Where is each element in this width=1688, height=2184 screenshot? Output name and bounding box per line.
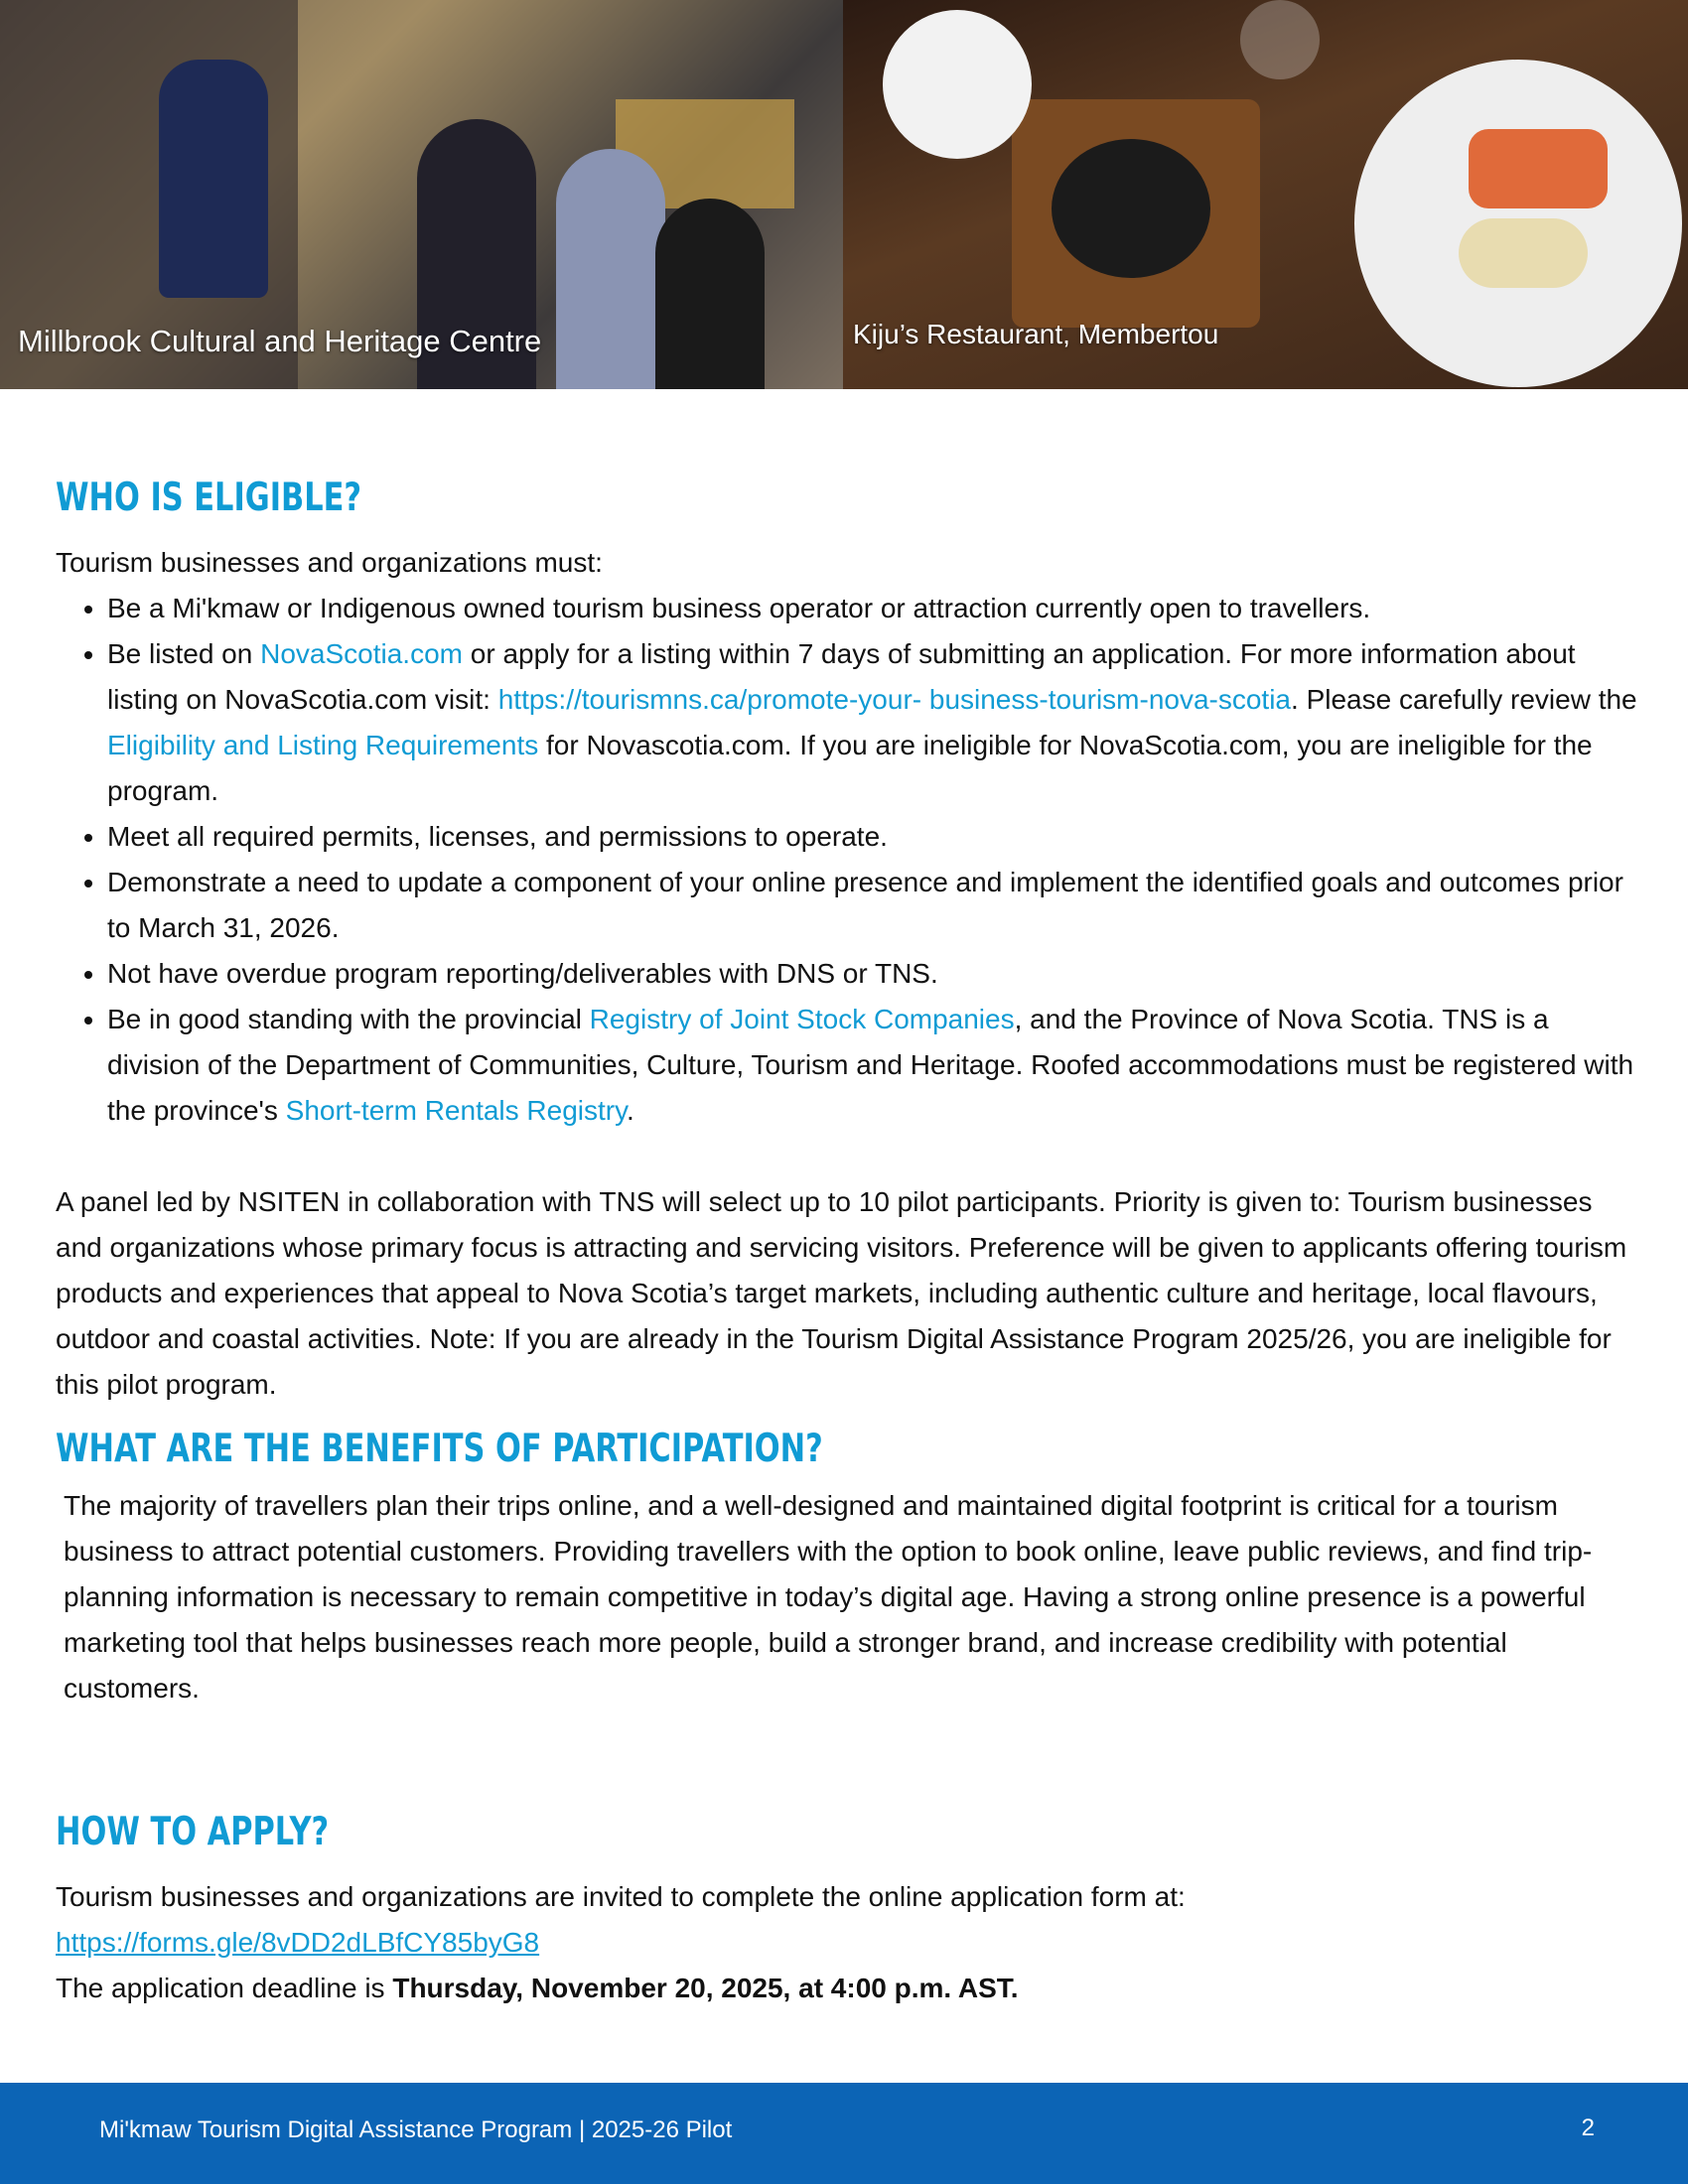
- small-plate-shape: [883, 10, 1032, 159]
- tourismns-link[interactable]: https://tourismns.ca/promote-your- business-tourism-nova-scotia: [497, 684, 1292, 715]
- footer-title: Mi'kmaw Tourism Digital Assistance Program | 2025-26 Pilot: [99, 2116, 733, 2143]
- apply-heading: HOW TO APPLY?: [56, 1810, 330, 1854]
- restaurant-photo: [843, 0, 1688, 389]
- list-item: • Be a Mi'kmaw or Indigenous owned tourism business operator or attraction currently open to travellers.: [107, 586, 1644, 631]
- novascotia-link[interactable]: NovaScotia.com: [260, 638, 463, 669]
- short-term-rentals-link[interactable]: Short-term Rentals Registry: [285, 1095, 628, 1126]
- list-item: • Not have overdue program reporting/deliverables with DNS or TNS.: [107, 951, 1644, 997]
- deadline-text: The application deadline is Thursday, November 20, 2025, at 4:00 p.m. AST.: [56, 1973, 1019, 2003]
- benefits-heading: WHAT ARE THE BENEFITS OF PARTICIPATION?: [56, 1427, 823, 1471]
- header-photos: [0, 0, 1688, 389]
- list-item: • Demonstrate a need to update a component of your online presence and implement the identified goals and outcomes prior to March 31, 2026.: [107, 860, 1644, 951]
- glass-shape: [1240, 0, 1320, 79]
- list-item: • Meet all required permits, licenses, and permissions to operate.: [107, 814, 1644, 860]
- person-shape: [655, 199, 765, 389]
- eligibility-list: [56, 586, 1644, 1134]
- rice-shape: [1459, 218, 1588, 288]
- photo-caption: Kiju’s Restaurant, Membertou: [853, 319, 1219, 349]
- skillet-shape: [1052, 139, 1210, 278]
- salmon-shape: [1469, 129, 1608, 208]
- museum-photo: [0, 0, 843, 389]
- list-item: • Be listed on NovaScotia.com or apply for a listing within 7 days of submitting an application. For more information about listing on NovaScotia.com visit: https://tourismns.ca/promote-your- business-tourism-nova-scotia. Please carefully review the Eligibility and Listing Requirements for Novascotia.com. If you are ineligible for NovaScotia.com, you are ineligible for the program.: [107, 631, 1644, 814]
- page-footer: [0, 2083, 1688, 2184]
- regalia-shape: [159, 60, 268, 298]
- person-shape: [556, 149, 665, 389]
- eligibility-intro: Tourism businesses and organizations must:: [56, 547, 603, 578]
- main-content: [56, 469, 1644, 2011]
- photo-caption: Millbrook Cultural and Heritage Centre: [18, 324, 542, 358]
- eligibility-requirements-link[interactable]: Eligibility and Listing Requirements: [107, 730, 539, 760]
- list-item: • Be in good standing with the provincial Registry of Joint Stock Companies, and the Province of Nova Scotia. TNS is a division of the Department of Communities, Culture, Tourism and Heritage. Roofed accommodations must be registered with the province's Short-term Rentals Registry.: [107, 997, 1644, 1134]
- eligibility-heading: WHO IS ELIGIBLE?: [56, 476, 362, 520]
- benefits-paragraph: The majority of travellers plan their trips online, and a well-designed and maintained digital footprint is critical for a tourism business to attract potential customers. Providing travellers with the option to book online, leave public reviews, and find trip-planning information is necessary to remain competitive in today’s digital age. Having a strong online presence is a powerful marketing tool that helps businesses reach more people, build a stronger brand, and increase credibility with potential customers.: [64, 1490, 1593, 1704]
- panel-paragraph: A panel led by NSITEN in collaboration with TNS will select up to 10 pilot participants. Priority is given to: Tourism businesses and organizations whose primary focus is attracting and servicing visitors. Preference will be given to applicants offering tourism products and experiences that appeal to Nova Scotia’s target markets, including authentic culture and heritage, local flavours, outdoor and coastal activities. Note: If you are already in the Tourism Digital Assistance Program 2025/26, you are ineligible for this pilot program.: [56, 1186, 1627, 1400]
- apply-intro: Tourism businesses and organizations are invited to complete the online application form at:: [56, 1881, 1186, 1912]
- joint-stock-registry-link[interactable]: Registry of Joint Stock Companies: [589, 1004, 1015, 1034]
- deadline-date: Thursday, November 20, 2025, at 4:00 p.m. AST.: [392, 1973, 1019, 2003]
- application-form-link[interactable]: https://forms.gle/8vDD2dLBfCY85byG8: [56, 1927, 540, 1958]
- page-number: 2: [1581, 2115, 1595, 2141]
